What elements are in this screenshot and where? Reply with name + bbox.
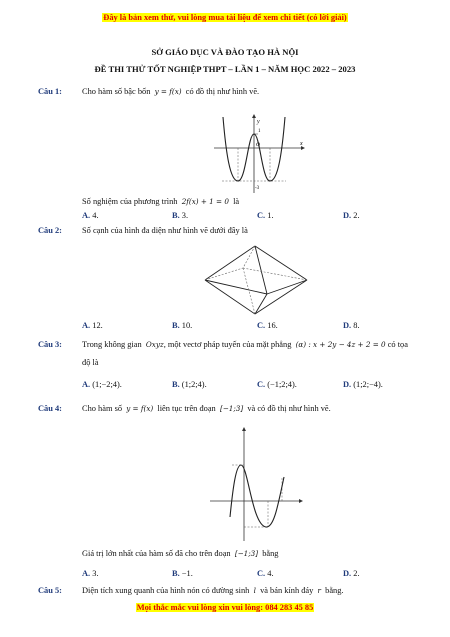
q4-math-a: y = f(x) [126, 404, 154, 413]
q1-text-a: Cho hàm số bậc bốn [82, 87, 151, 96]
q4-option-c-value: 4. [267, 569, 274, 578]
q4-option-d-value: 2. [353, 569, 360, 578]
q2-option-a-letter: A. [82, 321, 91, 330]
q4-text-a: Cho hàm số [82, 404, 123, 413]
q3-option-a-letter: A. [82, 380, 91, 389]
q1-y-label: y [257, 119, 260, 125]
q3-option-b-letter: B. [172, 380, 180, 389]
q1-option-b[interactable] [172, 211, 188, 220]
q3-option-d[interactable] [343, 380, 383, 389]
q1-option-c-value: 1. [267, 211, 274, 220]
q1-label-minus-three: -3 [255, 186, 260, 191]
q1-option-c[interactable] [257, 211, 274, 220]
q1-option-d[interactable] [343, 211, 360, 220]
q1-option-b-value: 3. [181, 211, 189, 220]
q4-text [82, 404, 331, 413]
q4-option-c-letter: C. [257, 569, 266, 578]
q1-option-a-letter: A. [82, 211, 91, 220]
q5-text-c: bằng. [325, 586, 344, 595]
q4-text-c: và có đồ thị như hình vẽ. [247, 404, 331, 413]
q1-follow-a: Số nghiệm của phương trình [82, 197, 178, 206]
q3-option-b-value: (1;2;4). [181, 380, 207, 389]
q3-label: Câu 3: [38, 340, 62, 349]
q5-text [82, 586, 344, 595]
contact-banner [0, 603, 450, 612]
q5-text-b: và bán kính đáy [260, 586, 314, 595]
q1-label: Câu 1: [38, 87, 62, 96]
q4-option-b-letter: B. [172, 569, 180, 578]
q2-option-b-value: 10. [181, 321, 193, 330]
q4-follow-math: [−1;3] [234, 549, 259, 558]
q4-text-b: liên tục trên đoạn [157, 404, 216, 413]
contact-banner-text: Mọi thắc mắc vui lòng xin vui lòng: 084 283 45 85 [136, 603, 314, 612]
q2-option-d[interactable] [343, 321, 360, 330]
q4-follow-a: Giá trị lớn nhất của hàm số đã cho trên đoạn [82, 549, 231, 558]
q3-option-c-letter: C. [257, 380, 266, 389]
header-organization: SỞ GIÁO DỤC VÀ ĐÀO TẠO HÀ NỘI [151, 47, 299, 57]
q3-text-c: có tọa [387, 340, 408, 349]
q4-curve [230, 465, 284, 527]
q3-option-c[interactable] [257, 380, 297, 389]
q1-text-b: có đồ thị như hình vẽ. [185, 87, 260, 96]
q3-option-b[interactable] [172, 380, 207, 389]
q2-option-d-letter: D. [343, 321, 352, 330]
q2-text: Số cạnh của hình đa diện như hình vẽ dưới đây là [82, 226, 248, 235]
q3-math-a: Oxyz [145, 340, 164, 349]
q4-option-b[interactable] [172, 569, 193, 578]
q4-option-d[interactable] [343, 569, 360, 578]
q2-option-c-letter: C. [257, 321, 266, 330]
q4-function-graph [206, 425, 306, 543]
q2-option-b[interactable] [172, 321, 192, 330]
q5-math-a: l [253, 586, 256, 595]
q1-option-a[interactable] [82, 211, 99, 220]
q1-x-label: x [300, 141, 303, 147]
q4-followup [82, 549, 278, 558]
q3-text-b: , một vectơ pháp tuyến của mặt phẳng [163, 340, 292, 349]
q1-math-a: y = f(x) [154, 87, 182, 96]
q2-octahedron-figure [203, 244, 309, 316]
q1-follow-b: là [233, 197, 240, 206]
preview-banner-text: Đây là bản xem thử, vui lòng mua tài liệu để xem chi tiết (có lời giải) [103, 13, 347, 22]
q4-label: Câu 4: [38, 404, 62, 413]
q3-text-a: Trong không gian [82, 340, 142, 349]
q4-follow-b: bằng [262, 549, 279, 558]
q4-option-a-letter: A. [82, 569, 91, 578]
q3-text [82, 340, 408, 349]
q4-option-d-letter: D. [343, 569, 352, 578]
q1-option-a-value: 4. [92, 211, 99, 220]
header-exam-title: ĐỀ THI THỬ TỐT NGHIỆP THPT – LẦN 1 – NĂM HỌC 2022 – 2023 [94, 64, 356, 74]
q3-option-a-value: (1;−2;4). [92, 380, 122, 389]
q3-option-a[interactable] [82, 380, 122, 389]
q4-option-c[interactable] [257, 569, 274, 578]
q1-text [82, 87, 259, 96]
q4-math-b: [−1;3] [219, 404, 244, 413]
q1-follow-math: 2f(x) + 1 = 0 [181, 197, 229, 206]
q3-text-line2: độ là [82, 358, 99, 367]
q2-option-c-value: 16. [267, 321, 278, 330]
q2-option-d-value: 8. [353, 321, 360, 330]
q1-option-d-letter: D. [343, 211, 352, 220]
q3-math-b: (α) : x + 2y − 4z + 2 = 0 [295, 340, 386, 349]
q3-option-d-value: (1;2;−4). [353, 380, 383, 389]
q3-option-c-value: (−1;2;4). [267, 380, 297, 389]
q1-quartic-graph [212, 113, 310, 195]
q4-option-a[interactable] [82, 569, 99, 578]
q2-option-a-value: 12. [92, 321, 103, 330]
q5-math-b: r [317, 586, 321, 595]
q5-text-a: Diện tích xung quanh của hình nón có đường sinh [82, 586, 250, 595]
q3-option-d-letter: D. [343, 380, 352, 389]
q1-label-one: 1 [258, 129, 261, 134]
q5-label: Câu 5: [38, 586, 62, 595]
q2-option-c[interactable] [257, 321, 278, 330]
q1-option-d-value: 2. [353, 211, 360, 220]
q2-label: Câu 2: [38, 226, 62, 235]
q2-option-b-letter: B. [172, 321, 180, 330]
q4-option-b-value: −1. [181, 569, 193, 578]
q1-option-c-letter: C. [257, 211, 266, 220]
preview-banner [0, 13, 450, 22]
q1-origin-label: O [256, 142, 260, 148]
q4-option-a-value: 3. [92, 569, 99, 578]
q1-followup [82, 197, 239, 206]
q2-option-a[interactable] [82, 321, 103, 330]
q1-option-b-letter: B. [172, 211, 180, 220]
